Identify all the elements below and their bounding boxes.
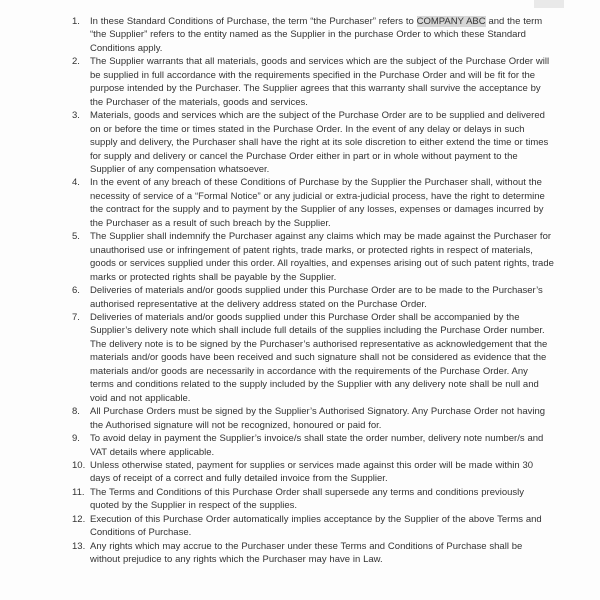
item-text bbox=[90, 405, 554, 432]
condition-item bbox=[72, 109, 600, 176]
text-run: Deliveries of materials and/or goods supplied under this Purchase Order shall be accompanied by the Supplier’s delivery note which shall include full details of the supplies including the Purchase Order number. The delivery note is to be signed by the Purchaser’s authorised representative as acknowledgement that the materials and/or goods have been received and such signature shall not be considered as evidence that the materials and/or goods are necessarily in accordance with the requirements of the Purchase Order. Any terms and conditions related to the supply included by the Supplier with any delivery note shall be null and void and not applicable. bbox=[90, 311, 548, 404]
item-text bbox=[90, 230, 554, 284]
item-number: 7. bbox=[72, 311, 80, 323]
item-number: 1. bbox=[72, 16, 80, 27]
condition-item bbox=[72, 432, 600, 459]
condition-item bbox=[72, 284, 600, 311]
text-run: The Supplier warrants that all materials, goods and services which are the subject of the Purchase Order will be supplied in full accordance with the requirements specified in the Purchase Order and will be fit for the purpose intended by the Purchaser. The Supplier agrees that this warranty shall survive the acceptance by the Purchaser of the materials, goods and services. bbox=[90, 56, 550, 108]
item-text bbox=[90, 459, 554, 486]
condition-item bbox=[72, 311, 600, 405]
item-text bbox=[90, 513, 554, 540]
text-run: The Terms and Conditions of this Purchase Order shall supersede any terms and conditions previously quoted by the Supplier in respect of the supplies. bbox=[90, 486, 525, 512]
item-number: 5. bbox=[72, 231, 80, 243]
condition-item bbox=[72, 15, 600, 55]
condition-item bbox=[72, 513, 600, 540]
text-run: Materials, goods and services which are the subject of the Purchase Order are to be supplied and delivered on or before the time or times stated in the Purchase Order. In the event of any delay or delays in such supply and delivery, the Purchaser shall have the right at its sole discretion to either extend the time or times for supply and delivery or cancel the Purchase Order either in part or in whole without payment to the Supplier of any compensation whatsoever. bbox=[90, 110, 549, 175]
text-run: The Supplier shall indemnify the Purchaser against any claims which may be made against the Purchaser for unauthorised use or infringement of patent rights, trade marks, or protected rights in respect of materials, goods or services supplied under this order. All royalties, and expenses arising out of such patent rights, trade marks or protected rights shall be payable by the Supplier. bbox=[90, 231, 554, 283]
item-number: 6. bbox=[72, 285, 80, 297]
condition-item bbox=[72, 486, 600, 513]
item-number: 13. bbox=[72, 540, 86, 552]
item-text bbox=[90, 540, 554, 567]
item-text bbox=[90, 15, 554, 55]
item-text bbox=[90, 284, 554, 311]
item-text bbox=[90, 486, 554, 513]
item-text bbox=[90, 432, 554, 459]
text-run: All Purchase Orders must be signed by the Supplier’s Authorised Signatory. Any Purchase Order not having the Authorised signature will not be recognized, honoured or paid for. bbox=[90, 406, 546, 431]
highlighted-company-name: COMPANY ABC bbox=[416, 16, 486, 27]
item-number: 10. bbox=[72, 459, 86, 471]
text-run: Deliveries of materials and/or goods supplied under this Purchase Order are to be made to the Purchaser’s authorised representative at the delivery address stated on the Purchase Order. bbox=[90, 285, 543, 310]
item-text bbox=[90, 55, 554, 109]
item-text bbox=[90, 176, 554, 230]
item-number: 9. bbox=[72, 433, 80, 445]
text-run: and the term “the Supplier” refers to the entity named as the Supplier in the purchase Order to which these Standard Conditions apply. bbox=[90, 16, 543, 54]
item-number: 4. bbox=[72, 177, 80, 189]
item-number: 8. bbox=[72, 406, 80, 418]
text-run: In these Standard Conditions of Purchase, the term “the Purchaser” refers to bbox=[90, 16, 417, 27]
condition-item bbox=[72, 55, 600, 109]
item-number: 3. bbox=[72, 110, 80, 122]
text-run: In the event of any breach of these Conditions of Purchase by the Supplier the Purchaser shall, without the necessity of service of a “Formal Notice” or any judicial or extra-judicial process, have the right to determine the contract for the supply and to payment by the Supplier of any losses, expenses or damages incurred by the Purchaser as a result of such breach by the Supplier. bbox=[90, 177, 545, 229]
item-number: 11. bbox=[72, 486, 85, 498]
text-run: Execution of this Purchase Order automatically implies acceptance by the Supplier of the above Terms and Conditions of Purchase. bbox=[90, 513, 542, 539]
scan-artifact bbox=[534, 0, 564, 8]
text-run: Any rights which may accrue to the Purchaser under these Terms and Conditions of Purchase shall be without prejudice to any rights which the Purchaser may have in Law. bbox=[90, 540, 523, 566]
item-text bbox=[90, 311, 554, 405]
item-number: 2. bbox=[72, 56, 80, 68]
text-run: Unless otherwise stated, payment for supplies or services made against this order will be made within 30 days of receipt of a correct and fully detailed invoice from the Supplier. bbox=[90, 459, 534, 485]
item-text bbox=[90, 109, 554, 176]
text-run: To avoid delay in payment the Supplier’s invoice/s shall state the order number, delivery note number/s and VAT details where applicable. bbox=[90, 433, 544, 458]
condition-item bbox=[72, 230, 600, 284]
condition-item bbox=[72, 405, 600, 432]
condition-item bbox=[72, 459, 600, 486]
condition-item bbox=[72, 176, 600, 230]
condition-item bbox=[72, 540, 600, 567]
item-number: 12. bbox=[72, 513, 86, 525]
